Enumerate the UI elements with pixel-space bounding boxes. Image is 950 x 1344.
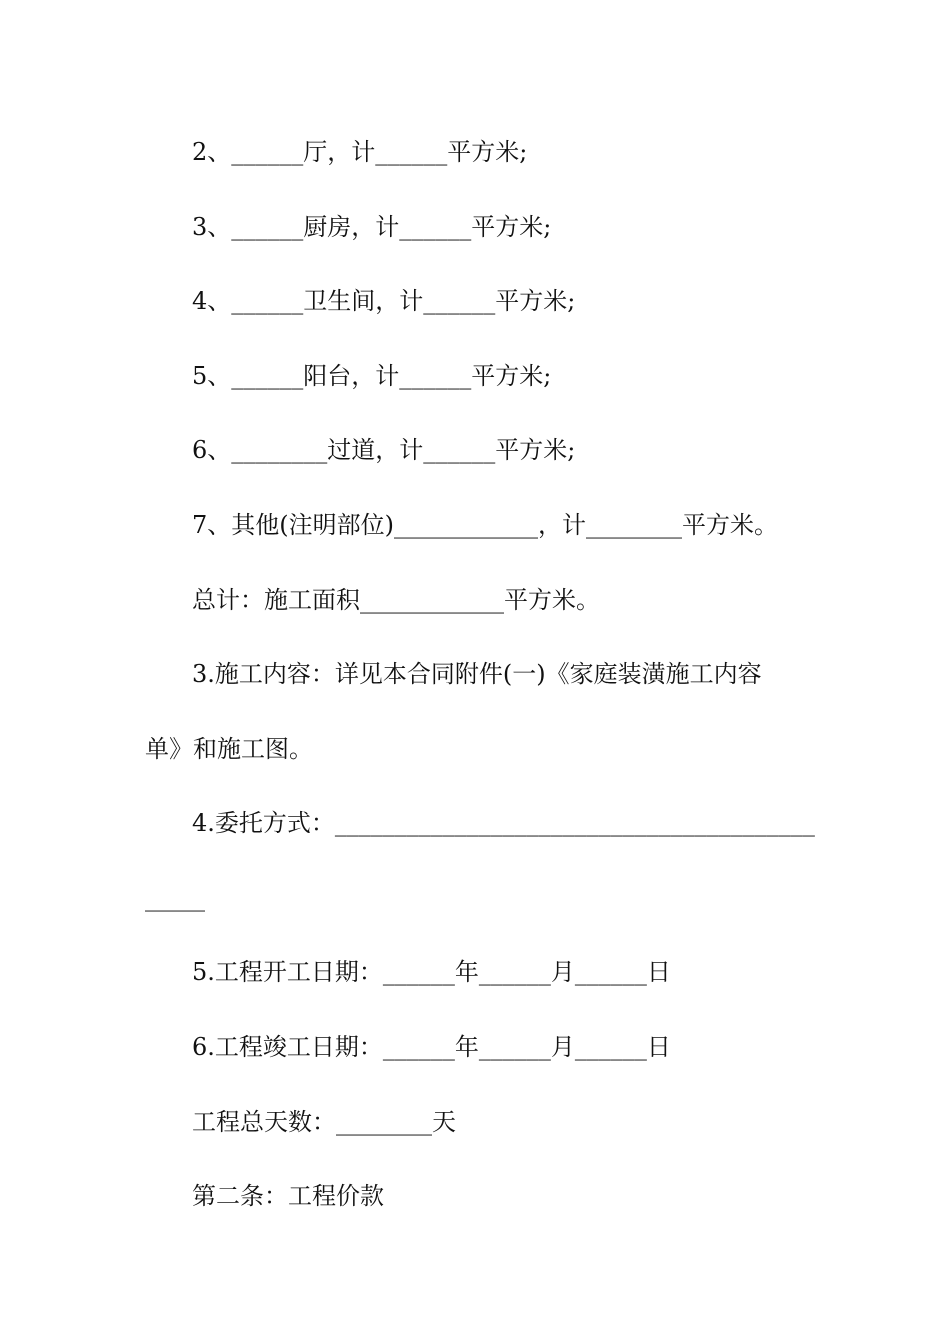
commission-method-continued: _____ xyxy=(145,884,205,912)
area-item-kitchen: 3、______厨房，计______平方米; xyxy=(192,213,552,241)
total-days: 工程总天数：________天 xyxy=(192,1108,456,1136)
area-item-bathroom: 4、______卫生间，计______平方米; xyxy=(192,287,576,315)
area-item-corridor: 6、________过道，计______平方米; xyxy=(192,436,576,464)
construction-content-line1: 3.施工内容：详见本合同附件(一)《家庭装潢施工内容 xyxy=(192,660,762,688)
completion-date: 6.工程竣工日期：______年______月______日 xyxy=(192,1033,671,1061)
area-item-other: 7、其他(注明部位)____________，计________平方米。 xyxy=(192,511,778,539)
construction-content-line2: 单》和施工图。 xyxy=(145,735,313,763)
commission-method: 4.委托方式：________________________________________ xyxy=(192,809,815,837)
area-total: 总计：施工面积____________平方米。 xyxy=(192,586,600,614)
article-two-heading: 第二条：工程价款 xyxy=(192,1182,384,1210)
area-item-hall: 2、______厅，计______平方米; xyxy=(192,138,528,166)
area-item-balcony: 5、______阳台，计______平方米; xyxy=(192,362,552,390)
start-date: 5.工程开工日期：______年______月______日 xyxy=(192,958,671,986)
